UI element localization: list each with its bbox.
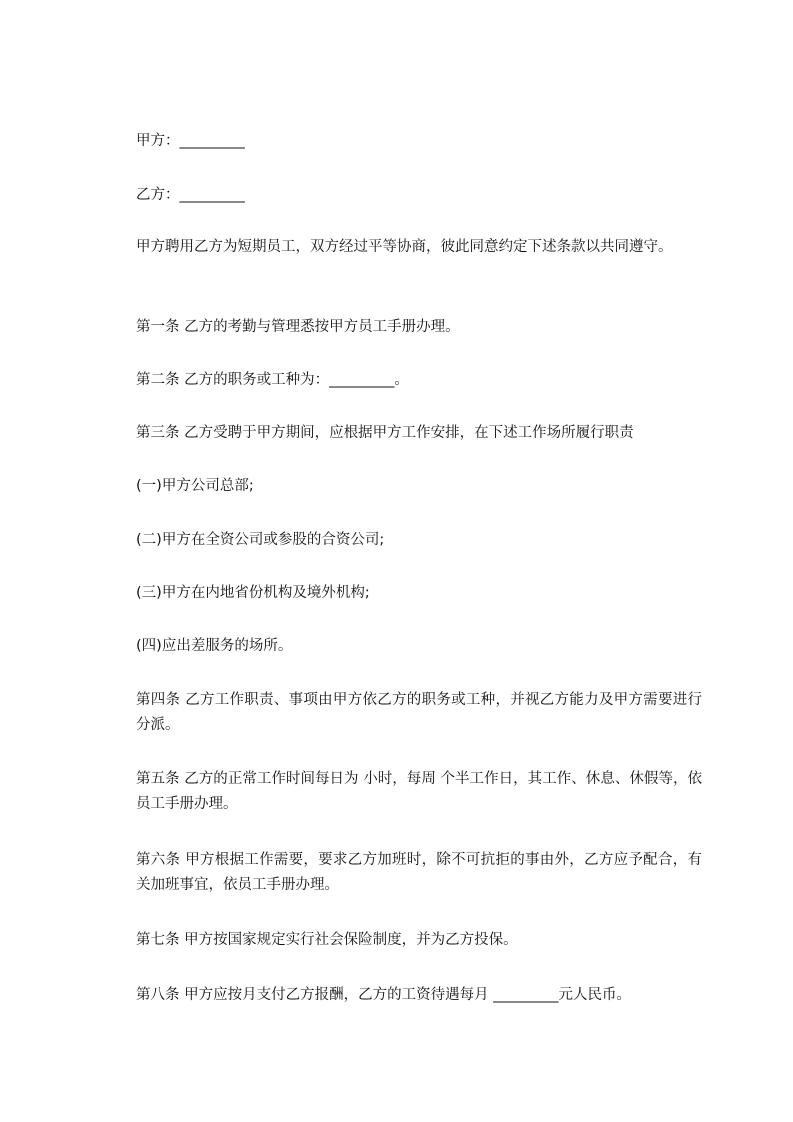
party-b-line: 乙方：_________: [136, 187, 245, 203]
article-5: 第五条 乙方的正常工作时间每日为 小时，每周 个半工作日，其工作、休息、休假等，依员工手册办理。: [136, 771, 702, 812]
list-item-2: (二)甲方在全资公司或参股的合资公司;: [136, 532, 385, 548]
party-a-line: 甲方：_________: [136, 133, 245, 149]
article-4: 第四条 乙方工作职责、事项由甲方依乙方的职务或工种，并视乙方能力及甲方需要进行分派。: [136, 692, 702, 733]
article-8: 第八条 甲方应按月支付乙方报酬，乙方的工资待遇每月 _________元人民币。: [136, 987, 631, 1003]
article-3: 第三条 乙方受聘于甲方期间，应根据甲方工作安排，在下述工作场所履行职责: [136, 425, 634, 441]
article-6: 第六条 甲方根据工作需要，要求乙方加班时，除不可抗拒的事由外，乙方应予配合，有关加班事宜，依员工手册办理。: [136, 852, 702, 893]
article-1: 第一条 乙方的考勤与管理悉按甲方员工手册办理。: [136, 319, 460, 335]
list-item-3: (三)甲方在内地省份机构及境外机构;: [136, 585, 370, 601]
article-2: 第二条 乙方的职务或工种为：_________。: [136, 372, 409, 388]
intro-paragraph: 甲方聘用乙方为短期员工，双方经过平等协商，彼此同意约定下述条款以共同遵守。: [136, 239, 673, 255]
article-7: 第七条 甲方按国家规定实行社会保险制度，并为乙方投保。: [136, 932, 518, 948]
list-item-4: (四)应出差服务的场所。: [136, 638, 293, 654]
list-item-1: (一)甲方公司总部;: [136, 478, 254, 494]
